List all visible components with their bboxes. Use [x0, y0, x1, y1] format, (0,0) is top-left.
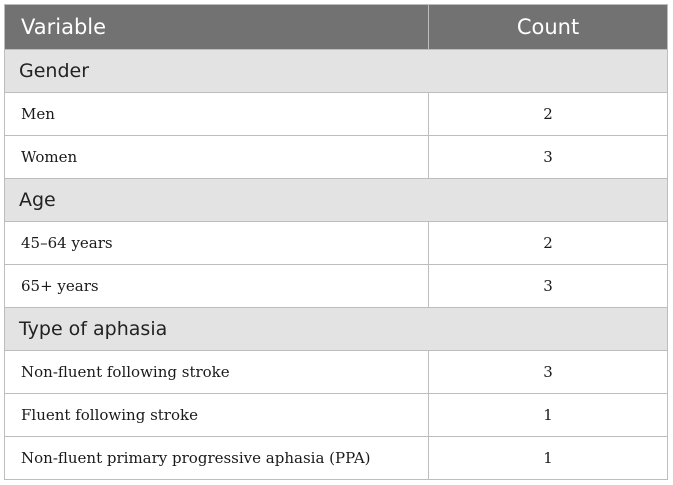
table-header-row	[5, 5, 668, 50]
row-label: Fluent following stroke	[5, 394, 429, 437]
header-variable: Variable	[5, 5, 429, 50]
row-count: 2	[429, 93, 668, 136]
group-title: Gender	[5, 50, 668, 93]
row-count: 1	[429, 394, 668, 437]
row-count: 2	[429, 222, 668, 265]
table-row	[5, 265, 668, 308]
group-title: Age	[5, 179, 668, 222]
group-row-age	[5, 179, 668, 222]
row-count: 3	[429, 351, 668, 394]
row-label: Men	[5, 93, 429, 136]
row-count: 3	[429, 265, 668, 308]
row-label: Non-fluent following stroke	[5, 351, 429, 394]
participant-table	[4, 4, 668, 480]
row-label: 45–64 years	[5, 222, 429, 265]
table-row	[5, 222, 668, 265]
header-count: Count	[429, 5, 668, 50]
table-row	[5, 351, 668, 394]
row-label: 65+ years	[5, 265, 429, 308]
group-title: Type of aphasia	[5, 308, 668, 351]
table-row	[5, 136, 668, 179]
table-row	[5, 437, 668, 480]
row-label: Non-fluent primary progressive aphasia (PPA)	[5, 437, 429, 480]
group-row-type-of-aphasia	[5, 308, 668, 351]
table-row	[5, 394, 668, 437]
row-label: Women	[5, 136, 429, 179]
group-row-gender	[5, 50, 668, 93]
row-count: 3	[429, 136, 668, 179]
table-row	[5, 93, 668, 136]
row-count: 1	[429, 437, 668, 480]
